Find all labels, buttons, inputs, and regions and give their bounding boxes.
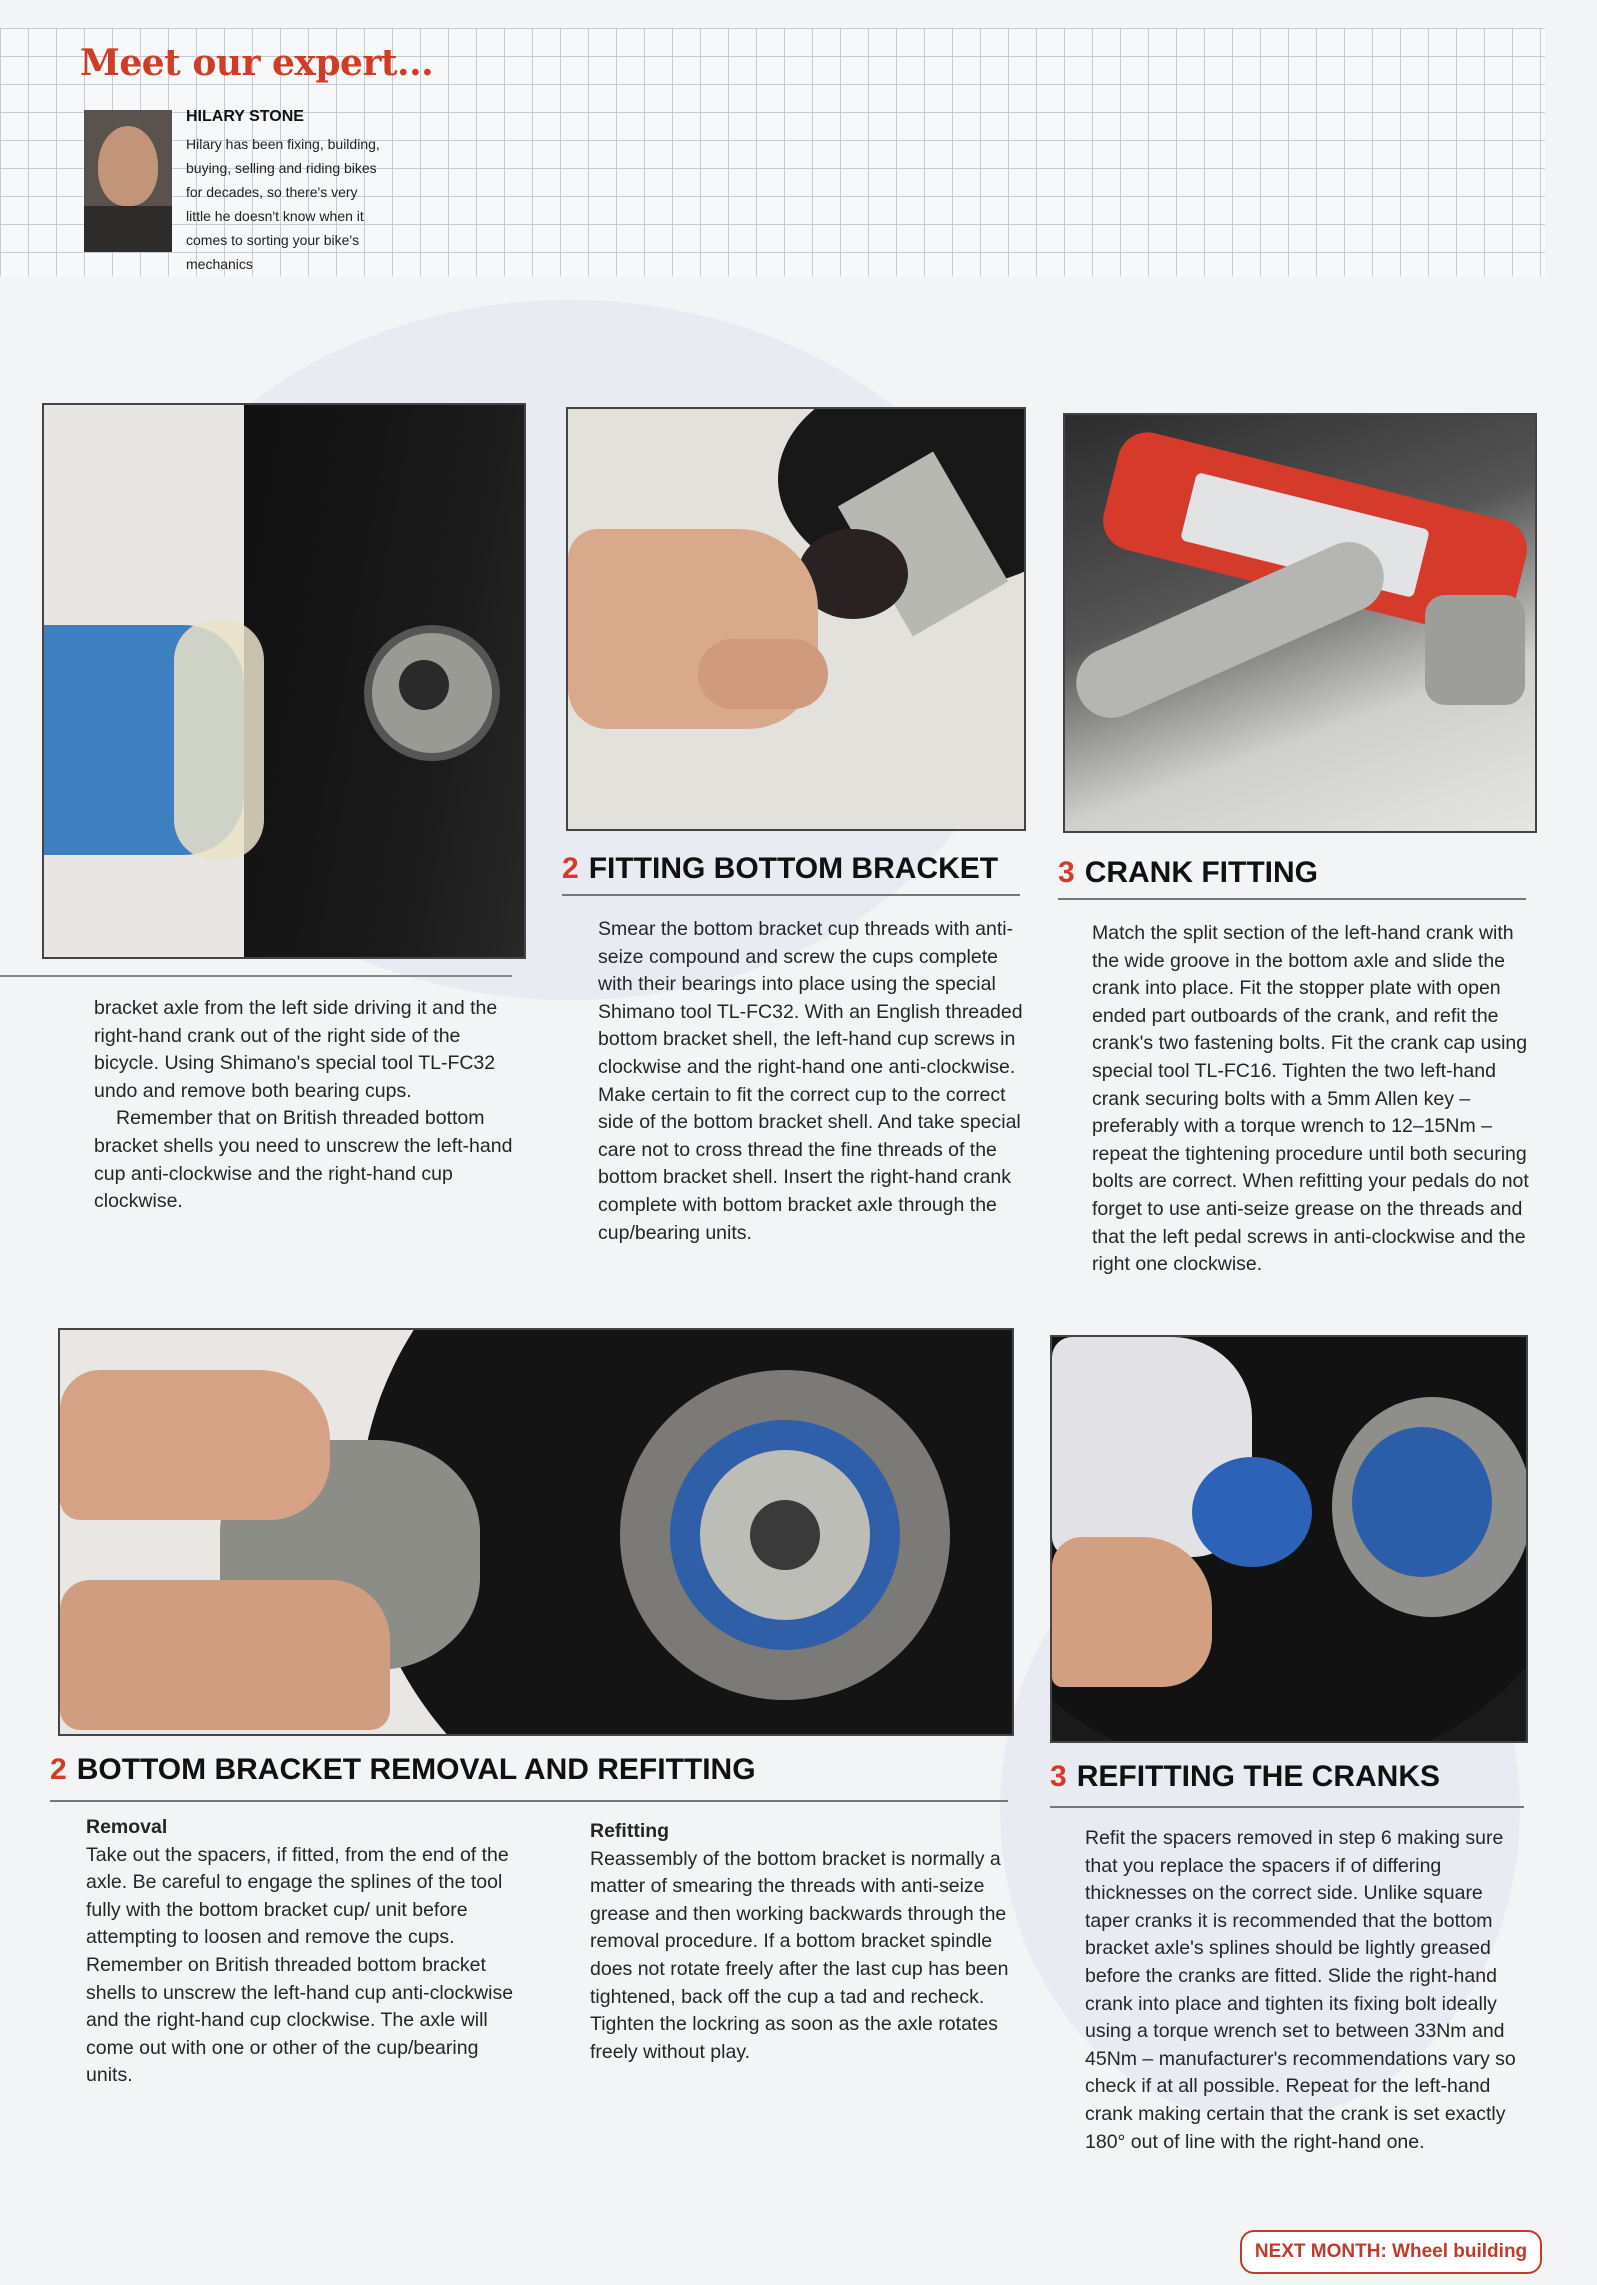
meet-our-expert-panel (80, 42, 500, 272)
heading-rule (1050, 1806, 1524, 1808)
step-crank-fitting-text: Match the split section of the left-hand crank with the wide groove in the bottom axle and slide the crank into place. Fit the stopper plate with open ended part outboards of the crank, and refit the crank's two fastening bolts. Fit the crank cap using special tool TL-FC16. Tighten the two left-hand crank securing bolts with a 5mm Allen key – preferably with a torque wrench to 12–15Nm – repeat the tightening procedure until both securing bolts are correct. When refitting your pedals do not forget to use anti-seize grease on the threads and that the left pedal screws in anti-clockwise and the right one clockwise. (1092, 922, 1529, 1276)
photo-bottom-bracket-removal (58, 1328, 1014, 1736)
removal-subheading: Removal (86, 1816, 168, 1838)
removal-text: Take out the spacers, if fitted, from the end of the axle. Be careful to engage the splines of the tool fully with the bottom bracket cup/ unit before attempting to loosen and remove the cups. Remember on British threaded bottom bracket shells to unscrew the left-hand cup anti-clockwise and the right-hand cup clockwise. The axle will come out with one or other of the cup/bearing units. (86, 1843, 514, 2087)
step-refitting-cranks-text: Refit the spacers removed in step 6 making sure that you replace the spacers if of differing thicknesses on the correct side. Unlike square taper cranks it is recommended that the bottom bracket axle's splines should be lightly greased before the cranks are fitted. Slide the right-hand crank into place and tighten its fixing bolt ideally using a torque wrench set to between 33Nm and 45Nm – manufacturer's recommendations vary so check if at all possible. Repeat for the left-hand crank making certain that the crank is set exactly 180° out of line with the right-hand one. (1085, 1827, 1516, 2153)
continued-para-2: Remember that on British threaded bottom bracket shells you need to unscrew the left-hand cup anti-clockwise and the right-hand cup clockwise. (94, 1107, 513, 1213)
step-title: REFITTING THE CRANKS (1076, 1760, 1441, 1793)
heading-rule (562, 894, 1020, 896)
step-number: 3 (1058, 856, 1075, 889)
next-month-badge: NEXT MONTH: Wheel building (1240, 2230, 1542, 2274)
photo-fitting-bottom-bracket (566, 407, 1026, 831)
photo-crank-spline (42, 403, 526, 959)
continued-para-1: bracket axle from the left side driving it and the right-hand crank out of the right side of the bicycle. Using Shimano's special tool TL-FC32 undo and remove both bearing cups. (94, 997, 498, 1102)
expert-bio: Hilary has been fixing, building, buying, selling and riding bikes for decades, so there's very little he doesn't know when it comes to sorting your bike's mechanics (186, 136, 380, 272)
heading-rule (1058, 898, 1526, 900)
step-title: FITTING BOTTOM BRACKET (588, 852, 999, 885)
photo-torque-wrench (1063, 413, 1537, 833)
step-removal-heading (50, 1753, 756, 1787)
step-crank-fitting-heading (1058, 856, 1318, 890)
column-divider-line (0, 975, 512, 977)
removal-text-block (86, 1814, 518, 2090)
step-fitting-bracket-text: Smear the bottom bracket cup threads with anti-seize compound and screw the cups complete with their bearings into place using the special Shimano tool TL-FC32. With an English threaded bottom bracket shell, the left-hand cup screws in clockwise and the right-hand one anti-clockwise. Make certain to fit the correct cup to the correct side of the bottom bracket shell. And take special care not to cross thread the fine threads of the bottom bracket shell. Insert the right-hand crank complete with bottom bracket axle through the cup/bearing units. (598, 918, 1023, 1244)
step-refitting-cranks-heading (1050, 1760, 1440, 1794)
step-number: 3 (1050, 1760, 1067, 1793)
step-fitting-bracket-heading (562, 852, 998, 886)
expert-heading: Meet our expert... (80, 42, 434, 84)
photo-greasing-splines (1050, 1335, 1528, 1743)
expert-name: HILARY STONE (186, 108, 304, 125)
step-number: 2 (562, 852, 579, 885)
expert-face (98, 126, 158, 206)
expert-shirt (84, 206, 172, 252)
refitting-subheading: Refitting (590, 1820, 670, 1842)
step-title: BOTTOM BRACKET REMOVAL AND REFITTING (76, 1753, 756, 1786)
expert-photo (84, 110, 172, 252)
step-title: CRANK FITTING (1084, 856, 1318, 889)
continued-text-block (94, 995, 524, 1216)
step-number: 2 (50, 1753, 67, 1786)
heading-rule (50, 1800, 1008, 1802)
refitting-text: Reassembly of the bottom bracket is normally a matter of smearing the threads with anti-seize grease and then working backwards through the removal procedure. If a bottom bracket spindle does not rotate freely after the last cup has been tightened, back off the cup a tad and recheck. Tighten the lockring as soon as the axle rotates freely without play. (590, 1847, 1009, 2063)
refitting-text-block (590, 1818, 1022, 2066)
